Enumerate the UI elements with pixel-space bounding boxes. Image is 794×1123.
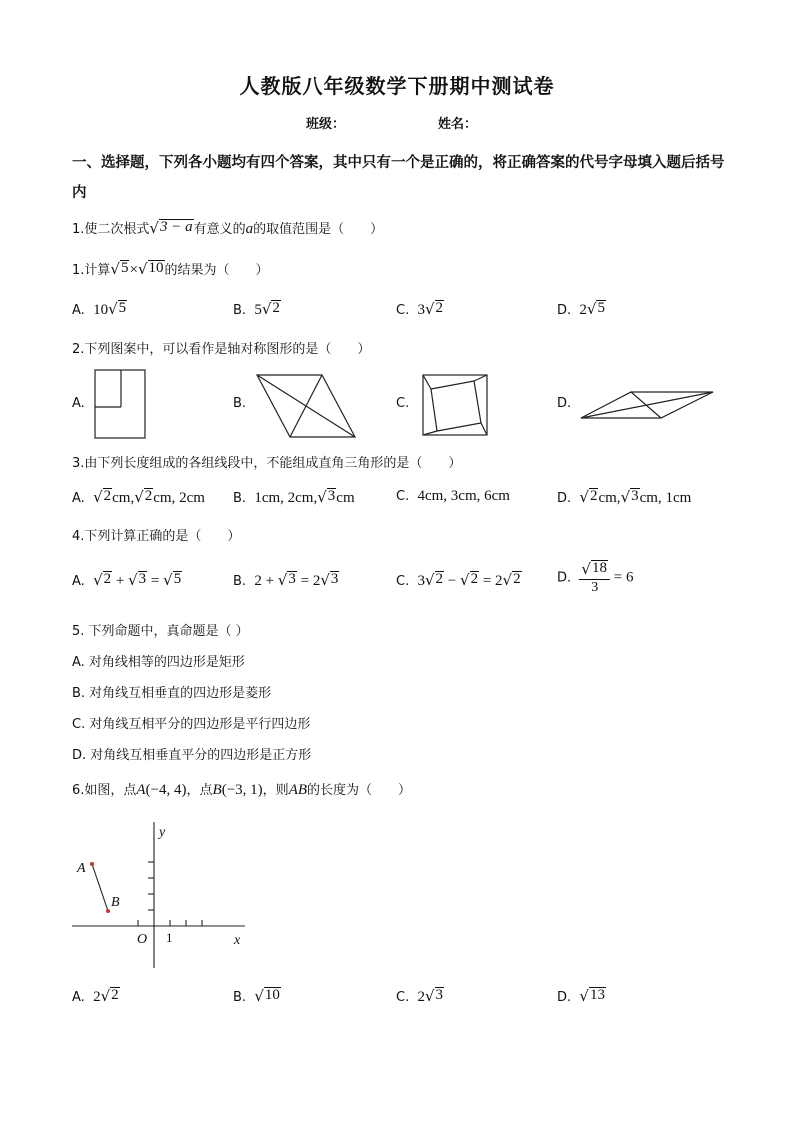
q3-option-d[interactable]: D. √ 2 cm, √ 3 cm, 1cm bbox=[557, 487, 692, 506]
q4-option-c[interactable]: C. 3 √ 2 − √ 2 = 2 √ 2 bbox=[396, 570, 521, 589]
q5-option-b[interactable]: B. 对角线互相垂直的四边形是菱形 bbox=[72, 686, 272, 701]
q1-option-a[interactable]: A. 10 √ 5 bbox=[72, 299, 127, 318]
question-2: 2.下列图案中，可以看作是轴对称图形的是（ ） bbox=[72, 342, 371, 357]
q6-option-c[interactable]: C. 2 √ 3 bbox=[396, 986, 444, 1005]
label-a: A bbox=[77, 861, 86, 876]
question-3: 3.由下列长度组成的各组线段中，不能组成直角三角形的是（ ） bbox=[72, 456, 462, 471]
q5-option-d[interactable]: D. 对角线互相垂直平分的四边形是正方形 bbox=[72, 748, 312, 763]
name-label: 姓名： bbox=[438, 117, 478, 132]
q3-option-c[interactable]: C. 4cm, 3cm, 6cm bbox=[396, 488, 510, 504]
question-1: 1.计算 √ 5 × √ 10 的结果为（ ） bbox=[72, 260, 269, 278]
q1-option-d[interactable]: D. 2 √ 5 bbox=[557, 299, 605, 318]
section-heading: 一、选择题，下列各小题均有四个答案，其中只有一个是正确的，将正确答案的代号字母填入题后括号内 bbox=[72, 155, 725, 201]
question-5: 5. 下列命题中，真命题是（ ） bbox=[72, 624, 249, 639]
point-b bbox=[106, 909, 110, 913]
x-axis-label: x bbox=[234, 933, 241, 948]
q6-option-b[interactable]: B. √ 10 bbox=[233, 986, 280, 1005]
q4-option-a[interactable]: A. √ 2 + √ 3 = √ 5 bbox=[72, 570, 182, 589]
tick-one-label: 1 bbox=[166, 930, 173, 945]
point-a bbox=[90, 862, 94, 866]
radical-expression: √ 3 − a bbox=[149, 219, 193, 237]
q4-option-b[interactable]: B. 2 + √ 3 = 2 √ 3 bbox=[233, 570, 339, 589]
q3-option-b[interactable]: B. 1cm, 2cm, √ 3 cm bbox=[233, 487, 355, 506]
class-label: 班级： bbox=[306, 117, 346, 132]
q4-option-d[interactable]: D. √ 18 3 = 6 bbox=[557, 559, 634, 595]
page-title: 人教版八年级数学下册期中测试卷 bbox=[239, 74, 555, 98]
q3-option-a[interactable]: A. √ 2 cm, √ 2 cm, 2cm bbox=[72, 487, 205, 506]
y-axis-label: y bbox=[159, 825, 166, 840]
q2-option-b[interactable]: B. bbox=[233, 396, 247, 411]
q2-option-d[interactable]: D. bbox=[557, 396, 572, 411]
question-4: 4.下列计算正确的是（ ） bbox=[72, 529, 241, 544]
q5-option-c[interactable]: C. 对角线互相平分的四边形是平行四边形 bbox=[72, 717, 311, 732]
q1-option-b[interactable]: B. 5 √ 2 bbox=[233, 299, 280, 318]
question-6: 6.如图，点A(−4, 4)，点B(−3, 1)，则AB的长度为（ ） bbox=[72, 782, 412, 798]
origin-label: O bbox=[137, 932, 148, 947]
question-0: 1.使二次根式 √ 3 − a 有意义的a的取值范围是（ ） bbox=[72, 219, 384, 237]
label-b: B bbox=[111, 895, 120, 910]
q1-option-c[interactable]: C. 3 √ 2 bbox=[396, 299, 444, 318]
q5-option-a[interactable]: A. 对角线相等的四边形是矩形 bbox=[72, 655, 245, 670]
q2-option-a[interactable]: A. bbox=[72, 396, 85, 411]
q6-option-a[interactable]: A. 2 √ 2 bbox=[72, 986, 119, 1005]
q6-option-d[interactable]: D. √ 13 bbox=[557, 986, 605, 1005]
q2-option-c[interactable]: C. bbox=[396, 396, 410, 411]
segment-ab bbox=[92, 864, 108, 911]
